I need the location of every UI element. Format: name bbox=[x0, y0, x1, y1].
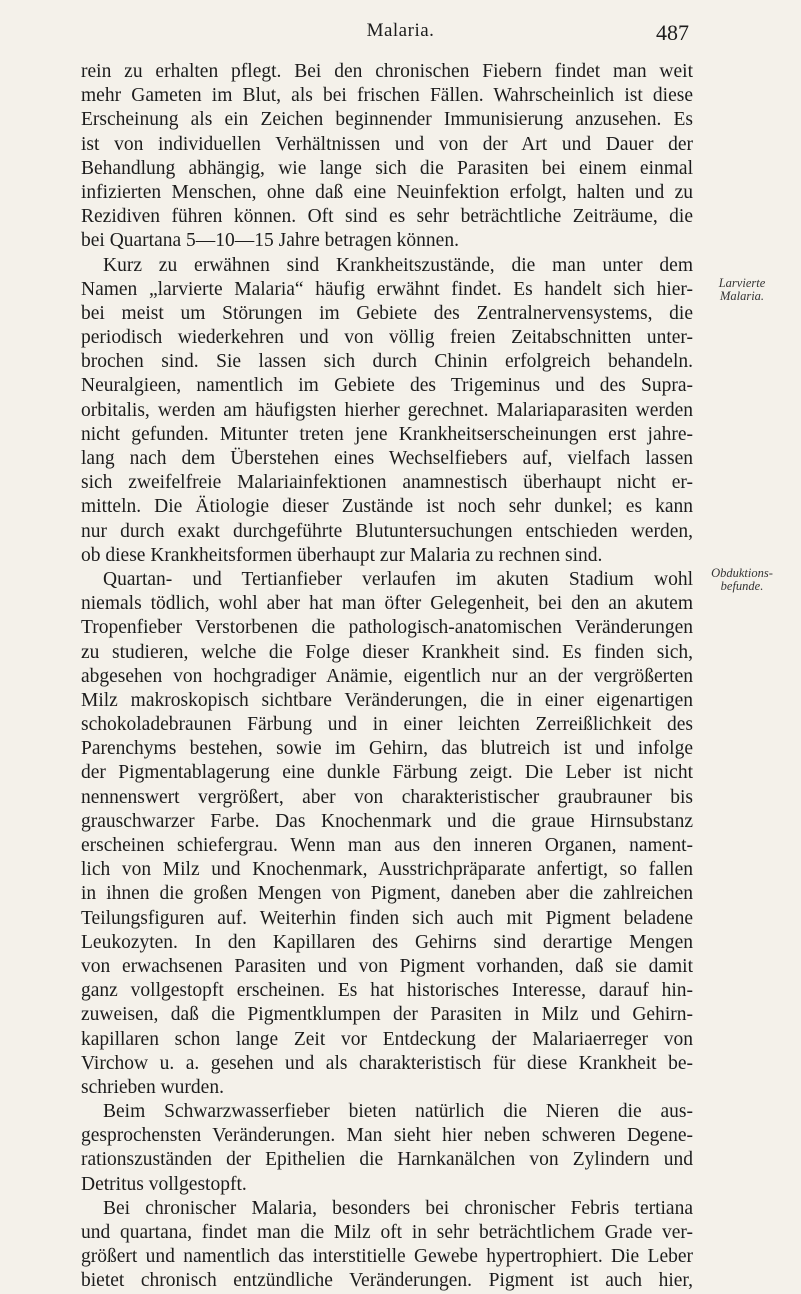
text-line: zu studieren, welche die Folge dieser Krankheit sind. Es finden sich, bbox=[81, 641, 693, 663]
text-line: Detritus vollgestopft. bbox=[81, 1173, 247, 1195]
text-line: ob diese Krankheitsformen überhaupt zur Malaria zu rechnen sind. bbox=[81, 544, 603, 566]
margin-note-line: Larvierte bbox=[718, 276, 766, 290]
margin-note-line: befunde. bbox=[720, 579, 764, 593]
text-line: Beim Schwarzwasserfieber bieten natürlich die Nieren die aus- bbox=[103, 1101, 693, 1123]
text-line: Bei chronischer Malaria, besonders bei chronischer Febris tertiana bbox=[103, 1197, 693, 1219]
text-line: Rezidiven führen können. Oft sind es sehr beträchtliche Zeiträume, die bbox=[81, 206, 693, 228]
text-line: mehr Gameten im Blut, als bei frischen Fällen. Wahrscheinlich ist diese bbox=[81, 85, 693, 107]
margin-note-line: Obduktions- bbox=[711, 566, 773, 580]
text-line: ganz vollgestopft erscheinen. Es hat historisches Interesse, darauf hin- bbox=[81, 980, 693, 1002]
margin-note-obduktionsbefunde bbox=[703, 567, 781, 593]
text-line: kapillaren schon lange Zeit vor Entdeckung der Malariaerreger von bbox=[81, 1028, 693, 1050]
text-line: nennenswert vergrößert, aber von charakteristischer graubrauner bis bbox=[81, 786, 693, 808]
text-line: schokoladebraunen Färbung und in einer leichten Zerreißlichkeit des bbox=[81, 714, 693, 736]
text-line: ist von individuellen Verhältnissen und von der Art und Dauer der bbox=[81, 133, 693, 155]
text-line: bietet chronisch entzündliche Veränderungen. Pigment ist auch hier, bbox=[81, 1270, 693, 1292]
text-line: Quartan- und Tertianfieber verlaufen im akuten Stadium wohl bbox=[103, 568, 693, 590]
text-line: Namen „larvierte Malaria“ häufig erwähnt findet. Es handelt sich hier- bbox=[81, 278, 693, 300]
margin-note-larvierte-malaria bbox=[703, 277, 781, 303]
margin-note-line: Malaria. bbox=[719, 289, 765, 303]
text-line: in ihnen die großen Mengen von Pigment, daneben aber die zahlreichen bbox=[81, 883, 693, 905]
text-line: nur durch exakt durchgeführte Blutuntersuchungen entschieden werden, bbox=[81, 520, 693, 542]
text-line: gesprochensten Veränderungen. Man sieht hier neben schweren Degene- bbox=[81, 1125, 693, 1147]
text-line: abgesehen von hochgradiger Anämie, eigentlich nur an der vergrößerten bbox=[81, 665, 693, 687]
text-line: Behandlung abhängig, wie lange sich die Parasiten bei einem einmal bbox=[81, 157, 693, 179]
text-line: Leukozyten. In den Kapillaren des Gehirns sind derartige Mengen bbox=[81, 931, 693, 953]
text-line: bei meist um Störungen im Gebiete des Zentralnervensystems, die bbox=[81, 302, 693, 324]
text-line: Kurz zu erwähnen sind Krankheitszustände, die man unter dem bbox=[103, 254, 693, 276]
text-line: Teilungsfiguren auf. Weiterhin finden sich auch mit Pigment beladene bbox=[81, 907, 693, 929]
text-line: periodisch wiederkehren und von völlig freien Zeitabschnitten unter- bbox=[81, 327, 693, 349]
text-line: Milz makroskopisch sichtbare Veränderungen, die in einer eigenartigen bbox=[81, 689, 693, 711]
running-title: Malaria. bbox=[366, 20, 435, 41]
text-line: rein zu erhalten pflegt. Bei den chronischen Fiebern findet man weit bbox=[81, 61, 693, 82]
text-line: Tropenfieber Verstorbenen die pathologisch-anatomischen Veränderungen bbox=[81, 617, 693, 639]
text-line: von erwachsenen Parasiten und von Pigment vorhanden, daß sie damit bbox=[81, 955, 693, 977]
text-line: sich zweifelfreie Malariainfektionen anamnestisch überhaupt nicht er- bbox=[81, 472, 693, 494]
text-line: erscheinen schiefergrau. Wenn man aus den inneren Organen, nament- bbox=[81, 835, 693, 856]
text-line: zuweisen, daß die Pigmentklumpen der Parasiten in Milz und Gehirn- bbox=[81, 1004, 693, 1026]
text-line: rationszuständen der Epithelien die Harnkanälchen von Zylindern und bbox=[81, 1149, 693, 1171]
text-line: größert und namentlich das interstitielle Gewebe hypertrophiert. Die Leber bbox=[81, 1246, 693, 1268]
text-line: nicht gefunden. Mitunter treten jene Krankheitserscheinungen erst jahre- bbox=[81, 423, 693, 445]
page-header bbox=[0, 20, 801, 60]
text-line: mitteln. Die Ätiologie dieser Zustände ist noch sehr dunkel; es kann bbox=[81, 496, 693, 518]
text-line: Parenchyms bestehen, sowie im Gehirn, das blutreich ist und infolge bbox=[81, 738, 693, 760]
text-line: orbitalis, werden am häufigsten hierher gerechnet. Malariaparasiten werden bbox=[81, 399, 693, 421]
text-line: niemals tödlich, wohl aber hat man öfter Gelegenheit, bei den an akutem bbox=[81, 593, 693, 615]
text-line: lich von Milz und Knochenmark, Ausstrichpräparate anfertigt, so fallen bbox=[81, 859, 693, 881]
text-line: bei Quartana 5—10—15 Jahre betragen können. bbox=[81, 230, 459, 252]
text-line: brochen sind. Sie lassen sich durch Chinin erfolgreich behandeln. bbox=[81, 351, 693, 373]
text-line: Neuralgieen, namentlich im Gebiete des Trigeminus und des Supra- bbox=[81, 375, 693, 397]
text-line: infizierten Menschen, ohne daß eine Neuinfektion erfolgt, halten und zu bbox=[81, 181, 693, 203]
text-line: lang nach dem Überstehen eines Wechselfiebers auf, vielfach lassen bbox=[81, 448, 693, 469]
body-text bbox=[81, 60, 693, 1294]
text-line: Virchow u. a. gesehen und als charakteristisch für diese Krankheit be- bbox=[81, 1052, 693, 1074]
page-number: 487 bbox=[656, 20, 689, 45]
text-line: schrieben wurden. bbox=[81, 1076, 224, 1098]
text-line: Erscheinung als ein Zeichen beginnender Immunisierung anzusehen. Es bbox=[81, 109, 693, 131]
text-line: der Pigmentablagerung eine dunkle Färbung zeigt. Die Leber ist nicht bbox=[81, 762, 693, 784]
text-line: grauschwarzer Farbe. Das Knochenmark und die graue Hirnsubstanz bbox=[81, 810, 693, 832]
text-line: und quartana, findet man die Milz oft in sehr beträchtlichem Grade ver- bbox=[81, 1222, 693, 1243]
